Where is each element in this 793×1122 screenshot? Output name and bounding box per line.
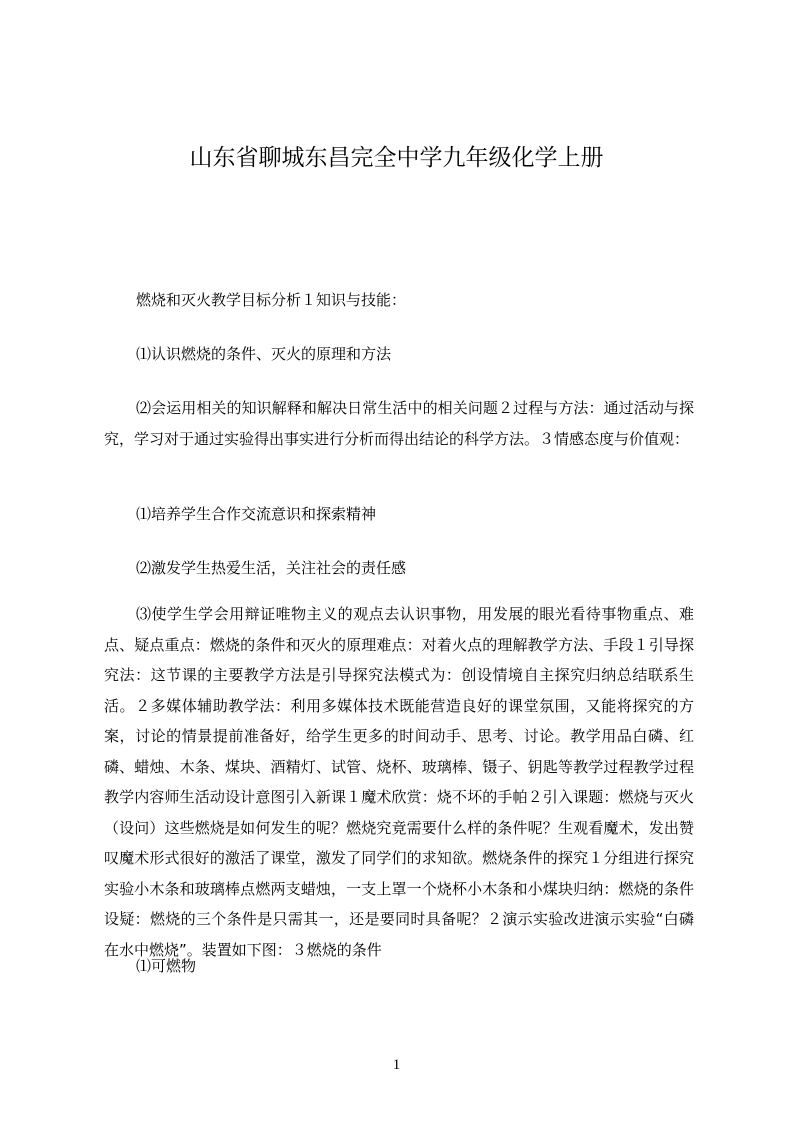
paragraph-knowledge-1: ⑴认识燃烧的条件、灭火的原理和方法 [136,345,392,363]
paragraph-teaching-process: ⑶使学生学会用辩证唯物主义的观点去认识事物，用发展的眼光看待事物重点、难点、疑点重点：燃烧的条件和灭火的原理难点：对着火点的理解教学方法、手段１引导探究法：这节课的主要教学方法是引导探究法模式为：创设情境自主探究归纳总结联系生活。２多媒体辅助教学法：利用多媒体技术既能营造良好的课堂氛围，又能将探究的方案，讨论的情景提前准备好，给学生更多的时间动手、思考、讨论。教学用品白磷、红磷、蜡烛、木条、煤块、酒精灯、试管、烧杯、玻璃棒、镊子、钥匙等教学过程教学过程教学内容师生活动设计意图引入新课１魔术欣赏：烧不坏的手帕２引入课题：燃烧与灭火（设问）这些燃烧是如何发生的呢？燃烧究竟需要什么样的条件呢？生观看魔术，发出赞叹魔术形式很好的激活了课堂，激发了同学们的求知欲。燃烧条件的探究１分组进行探究实验小木条和玻璃棒点燃两支蜡烛，一支上罩一个烧杯小木条和小煤块归纳：燃烧的条件设疑：燃烧的三个条件是只需其一，还是要同时具备呢？２演示实验改进演示实验“白磷在水中燃烧”。装置如下图：３燃烧的条件 [104,605,694,959]
page-number: 1 [392,1057,401,1073]
paragraph-attitude-1: ⑴培养学生合作交流意识和探索精神 [136,505,377,523]
page-title: 山东省聊城东昌完全中学九年级化学上册 [189,145,604,171]
paragraph-attitude-2: ⑵激发学生热爱生活，关注社会的责任感 [136,559,407,577]
paragraph-combustibles: ⑴可燃物 [136,957,197,975]
paragraph-knowledge-2: ⑵会运用相关的知识解释和解决日常生活中的相关问题２过程与方法：通过活动与探究，学习对于通过实验得出事实进行分析而得出结论的科学方法。３情感态度与价值观： [104,399,694,448]
paragraph-objectives-heading: 燃烧和灭火教学目标分析１知识与技能： [136,291,407,309]
